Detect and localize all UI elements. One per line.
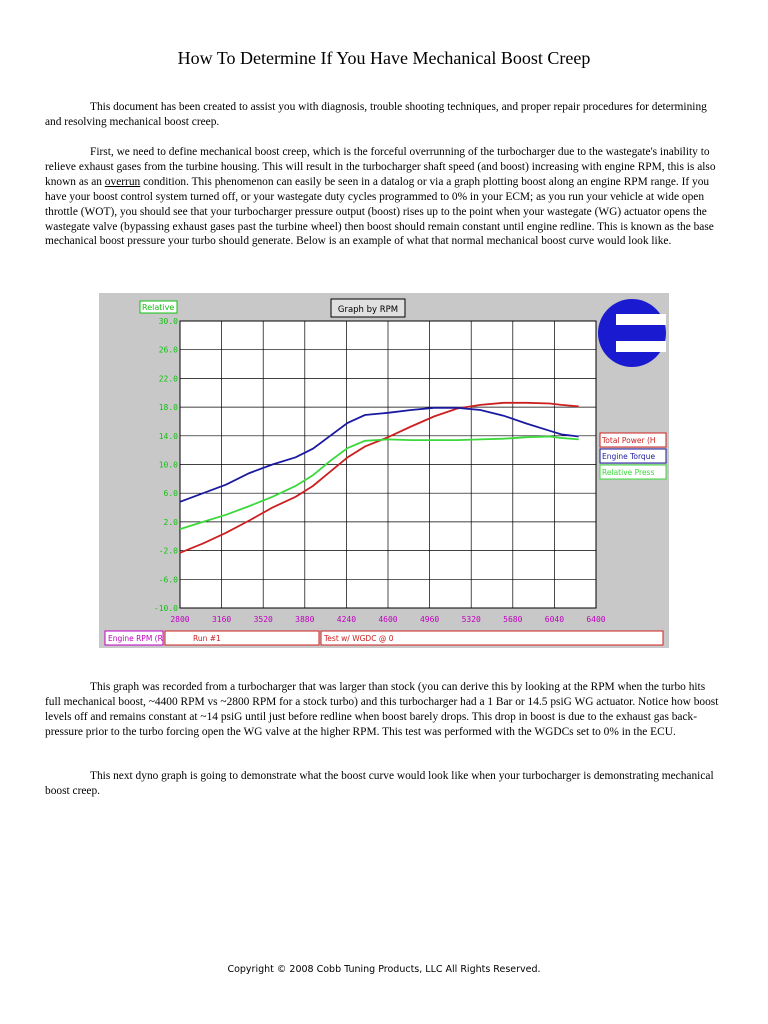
y-tick-label: 18.0 <box>158 403 178 413</box>
dyno-graph <box>99 293 669 648</box>
x-tick-label: 6040 <box>544 615 565 624</box>
y-tick-label: 2.0 <box>163 517 178 527</box>
y-tick-label: 22.0 <box>158 374 178 384</box>
y-tick-label: -6.0 <box>158 575 178 585</box>
legend-label-1: Total Power (H <box>602 436 656 445</box>
x-tick-label: 4240 <box>336 615 357 624</box>
definition-text-before: First, we need to define mechanical boost creep, which is the forceful overrunning of the turbocharger due to the wastegate's inability to relieve exhaust gases from the turbine housing. This will result in the turbocharger shaft speed (and boost) increasing with engine RPM, this is also known as an <box>45 146 716 188</box>
y-tick-label: -10.0 <box>153 604 178 613</box>
legend-label-3: Relative Press <box>602 468 655 477</box>
x-tick-label: 2800 <box>170 615 190 624</box>
y-tick-label: 14.0 <box>158 431 178 441</box>
chart-title: Graph by RPM <box>337 305 399 315</box>
definition-paragraph <box>45 145 723 249</box>
legend-label-2: Engine Torque <box>602 452 656 461</box>
copyright-footer: Copyright © 2008 Cobb Tuning Products, LLC All Rights Reserved. <box>227 964 541 975</box>
ylabel-text: Relative <box>142 303 175 312</box>
y-tick-label: 10.0 <box>158 460 178 470</box>
run-label: Run #1 <box>193 634 221 643</box>
y-tick-label: -2.0 <box>158 546 178 556</box>
x-tick-label: 3880 <box>295 615 315 624</box>
test-label: Test w/ WGDC @ 0 <box>324 634 394 643</box>
y-tick-label: 6.0 <box>163 489 178 499</box>
x-tick-label: 3520 <box>253 615 273 624</box>
xlabel-text: Engine RPM (R <box>108 634 163 643</box>
next-graph-paragraph: This next dyno graph is going to demonstrate what the boost curve would look like when your turbocharger is demonstrating mechanical boost creep. <box>45 770 714 797</box>
analysis-paragraph: This graph was recorded from a turbocharger that was larger than stock (you can derive this by looking at the RPM when the turbo hits full mechanical boost, ~4400 RPM vs ~2800 RPM for a stock turbo) and this turbocharger had a 1 Bar or 14.5 psiG WG actuator. Notice how boost levels off and remains constant at ~14 psiG until just before redline when boost barely drops. This drop in boost is due to the exhaust gas back-pressure prior to the turbo forcing open the WG valve at the higher RPM. This test was performed with the WGDCs set to 0% in the ECU. <box>45 681 719 738</box>
run-box <box>165 631 319 645</box>
x-tick-label: 4600 <box>378 615 398 624</box>
y-tick-label: 26.0 <box>158 345 178 355</box>
x-tick-label: 6400 <box>586 615 606 624</box>
y-tick-label: 30.0 <box>158 317 178 326</box>
intro-paragraph: This document has been created to assist you with diagnosis, trouble shooting techniques, and proper repair procedures for determining and resolving mechanical boost creep. <box>45 101 707 128</box>
x-tick-label: 3160 <box>211 615 232 624</box>
x-tick-label: 5320 <box>461 615 481 624</box>
x-tick-label: 5680 <box>503 615 523 624</box>
cobb-logo-icon <box>598 293 668 373</box>
definition-text-after: condition. This phenomenon can easily be seen in a datalog or via a graph plotting boost along an engine RPM range. If you have your boost control system turned off, or your wastegate duty cycles programmed to 0% in your ECM; as you run your vehicle at wide open throttle (WOT), you should see that your turbocharger pressure output (boost) rises up to the point when your wastegate (WG) actuator opens the wastegate valve (bypassing exhaust gases past the turbine wheel) then boost should remain constant until engine redline. This is known as the base mechanical boost pressure your turbo should generate. Below is an example of what that normal mechanical boost curve would look like. <box>45 175 714 248</box>
overrun-term: overrun <box>104 175 141 188</box>
document-title: How To Determine If You Have Mechanical Boost Creep <box>177 48 591 68</box>
x-tick-label: 4960 <box>419 615 440 624</box>
